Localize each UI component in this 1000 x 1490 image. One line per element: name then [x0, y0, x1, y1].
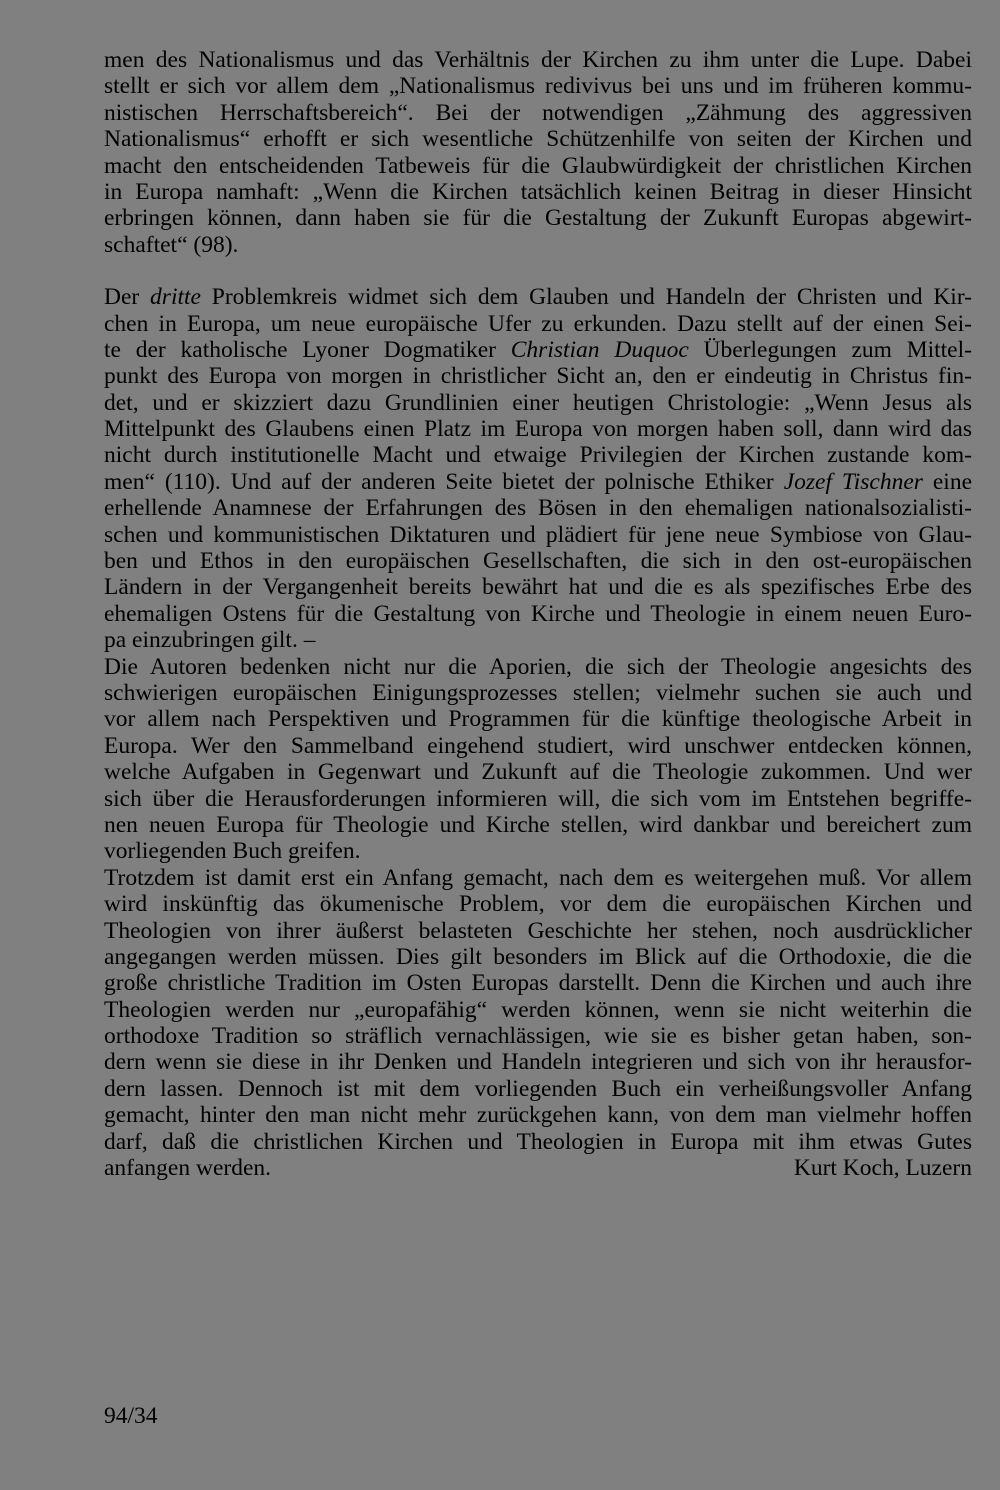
text-line: Theologien werden nur „europafähig“ werden können, wenn sie nicht weiterhin die	[104, 996, 972, 1023]
text-line: schen und kommunistischen Diktaturen und plädiert für jene neue Symbiose von Glau-	[104, 521, 972, 548]
text-run: eine	[922, 468, 972, 495]
text-line	[104, 284, 972, 310]
text-line: ehemaligen Ostens für die Gestaltung von Kirche und Theologie in einem neuen Euro-	[104, 600, 972, 627]
text-line: erbringen können, dann haben sie für die Gestaltung der Zukunft Europas abgewirt-	[104, 205, 972, 232]
text-line: stellt er sich vor allem dem „Nationalismus redivivus bei uns und im früheren kommu-	[104, 73, 972, 100]
text-run: Problemkreis widmet sich dem Glauben und Handeln der Christen und Kir-	[200, 284, 972, 311]
text-line: erhellende Anamnese der Erfahrungen des Bösen in den ehemaligen nationalsozialisti-	[104, 495, 972, 522]
text-run: Überlegungen zum Mittel-	[688, 336, 972, 363]
text-line	[104, 469, 972, 495]
text-line: orthodoxe Tradition so sträflich vernachlässigen, wie sie es bisher getan haben, son-	[104, 1023, 972, 1050]
text-line: Die Autoren bedenken nicht nur die Aporien, die sich der Theologie angesichts des	[104, 653, 972, 680]
text-line: welche Aufgaben in Gegenwart und Zukunft auf die Theologie zukommen. Und wer	[104, 759, 972, 786]
text-line: angegangen werden müssen. Dies gilt besonders im Blick auf die Orthodoxie, die die	[104, 943, 972, 970]
paragraph-1	[104, 47, 972, 258]
text-line: vorliegenden Buch greifen.	[104, 838, 361, 865]
reviewer-signature: Kurt Koch, Luzern	[793, 1155, 972, 1182]
text-line: Nationalismus“ erhofft er sich wesentliche Schützenhilfe von seiten der Kirchen und	[104, 126, 972, 153]
text-line: schwierigen europäischen Einigungsprozesses stellen; vielmehr suchen sie auch und	[104, 679, 972, 706]
text-line: vor allem nach Perspektiven und Programmen für die künftige theologische Arbeit in	[104, 706, 972, 733]
text-line: wird inskünftig das ökumenische Problem, vor dem die europäischen Kirchen und	[104, 891, 972, 918]
text-line	[104, 337, 972, 363]
text-line: macht den entscheidenden Tatbeweis für die Glaubwürdigkeit der christlichen Kirchen	[104, 152, 972, 179]
text-line: sich über die Herausforderungen informieren will, die sich vom im Entstehen begriffe-	[104, 785, 972, 812]
author-name: Jozef Tischner	[783, 468, 923, 495]
text-line: nicht durch institutionelle Macht und etwaige Privilegien der Kirchen zustande kom-	[104, 442, 972, 469]
text-run: men“ (110). Und auf der anderen Seite bietet der polnische Ethiker	[104, 468, 784, 495]
text-line: punkt des Europa von morgen in christlicher Sicht an, den er eindeutig in Christus fin-	[104, 363, 972, 390]
review-text	[104, 47, 972, 1181]
paragraph-2	[104, 284, 972, 653]
text-line: Mittelpunkt des Glaubens einen Platz im Europa von morgen haben soll, dann wird das	[104, 416, 972, 443]
text-line: men des Nationalismus und das Verhältnis der Kirchen zu ihm unter die Lupe. Dabei	[104, 47, 972, 73]
text-line: Trotzdem ist damit erst ein Anfang gemacht, nach dem es weitergehen muß. Vor allem	[104, 864, 972, 891]
text-line: schaftet“ (98).	[104, 231, 239, 258]
text-run: te der katholische Lyoner Dogmatiker	[104, 336, 511, 363]
text-line: Theologien von ihrer äußerst belasteten Geschichte her stehen, noch ausdrücklicher	[104, 917, 972, 944]
italic-term: dritte	[150, 284, 201, 311]
text-line: nistischen Herrschaftsbereich“. Bei der notwendigen „Zähmung des aggressiven	[104, 99, 972, 126]
closing-text: anfangen werden.	[104, 1155, 272, 1182]
author-name: Christian Duquoc	[510, 336, 689, 363]
text-line: darf, daß die christlichen Kirchen und Theologien in Europa mit ihm etwas Gutes	[104, 1128, 972, 1155]
page-number: 94/34	[104, 1403, 158, 1429]
text-line: nen neuen Europa für Theologie und Kirche stellen, wird dankbar und bereichert zum	[104, 811, 972, 838]
text-line: große christliche Tradition im Osten Europas darstellt. Denn die Kirchen und auch ihre	[104, 970, 972, 997]
text-line: in Europa namhaft: „Wenn die Kirchen tatsächlich keinen Beitrag in dieser Hinsicht	[104, 178, 972, 205]
text-line: dern wenn sie diese in ihr Denken und Handeln integrieren und sich von ihr herausfor-	[104, 1049, 972, 1076]
text-line: ben und Ethos in den europäischen Gesellschaften, die sich in den ost-europäischen	[104, 548, 972, 575]
text-line: chen in Europa, um neue europäische Ufer zu erkunden. Dazu stellt auf der einen Sei-	[104, 310, 972, 337]
text-line: det, und er skizziert dazu Grundlinien einer heutigen Christologie: „Wenn Jesus als	[104, 389, 972, 416]
closing-line	[104, 1155, 972, 1181]
paragraph-4	[104, 865, 972, 1182]
text-line: dern lassen. Dennoch ist mit dem vorliegenden Buch ein verheißungsvoller Anfang	[104, 1075, 972, 1102]
text-line: pa einzubringen gilt. –	[104, 627, 316, 654]
text-line: gemacht, hinter den man nicht mehr zurückgehen kann, von dem man vielmehr hoffen	[104, 1102, 972, 1129]
text-line: Ländern in der Vergangenheit bereits bewährt hat und die es als spezifisches Erbe des	[104, 574, 972, 601]
text-run: Der	[104, 284, 151, 311]
text-line: Europa. Wer den Sammelband eingehend studiert, wird unschwer entdecken können,	[104, 732, 972, 759]
paragraph-3	[104, 654, 972, 865]
